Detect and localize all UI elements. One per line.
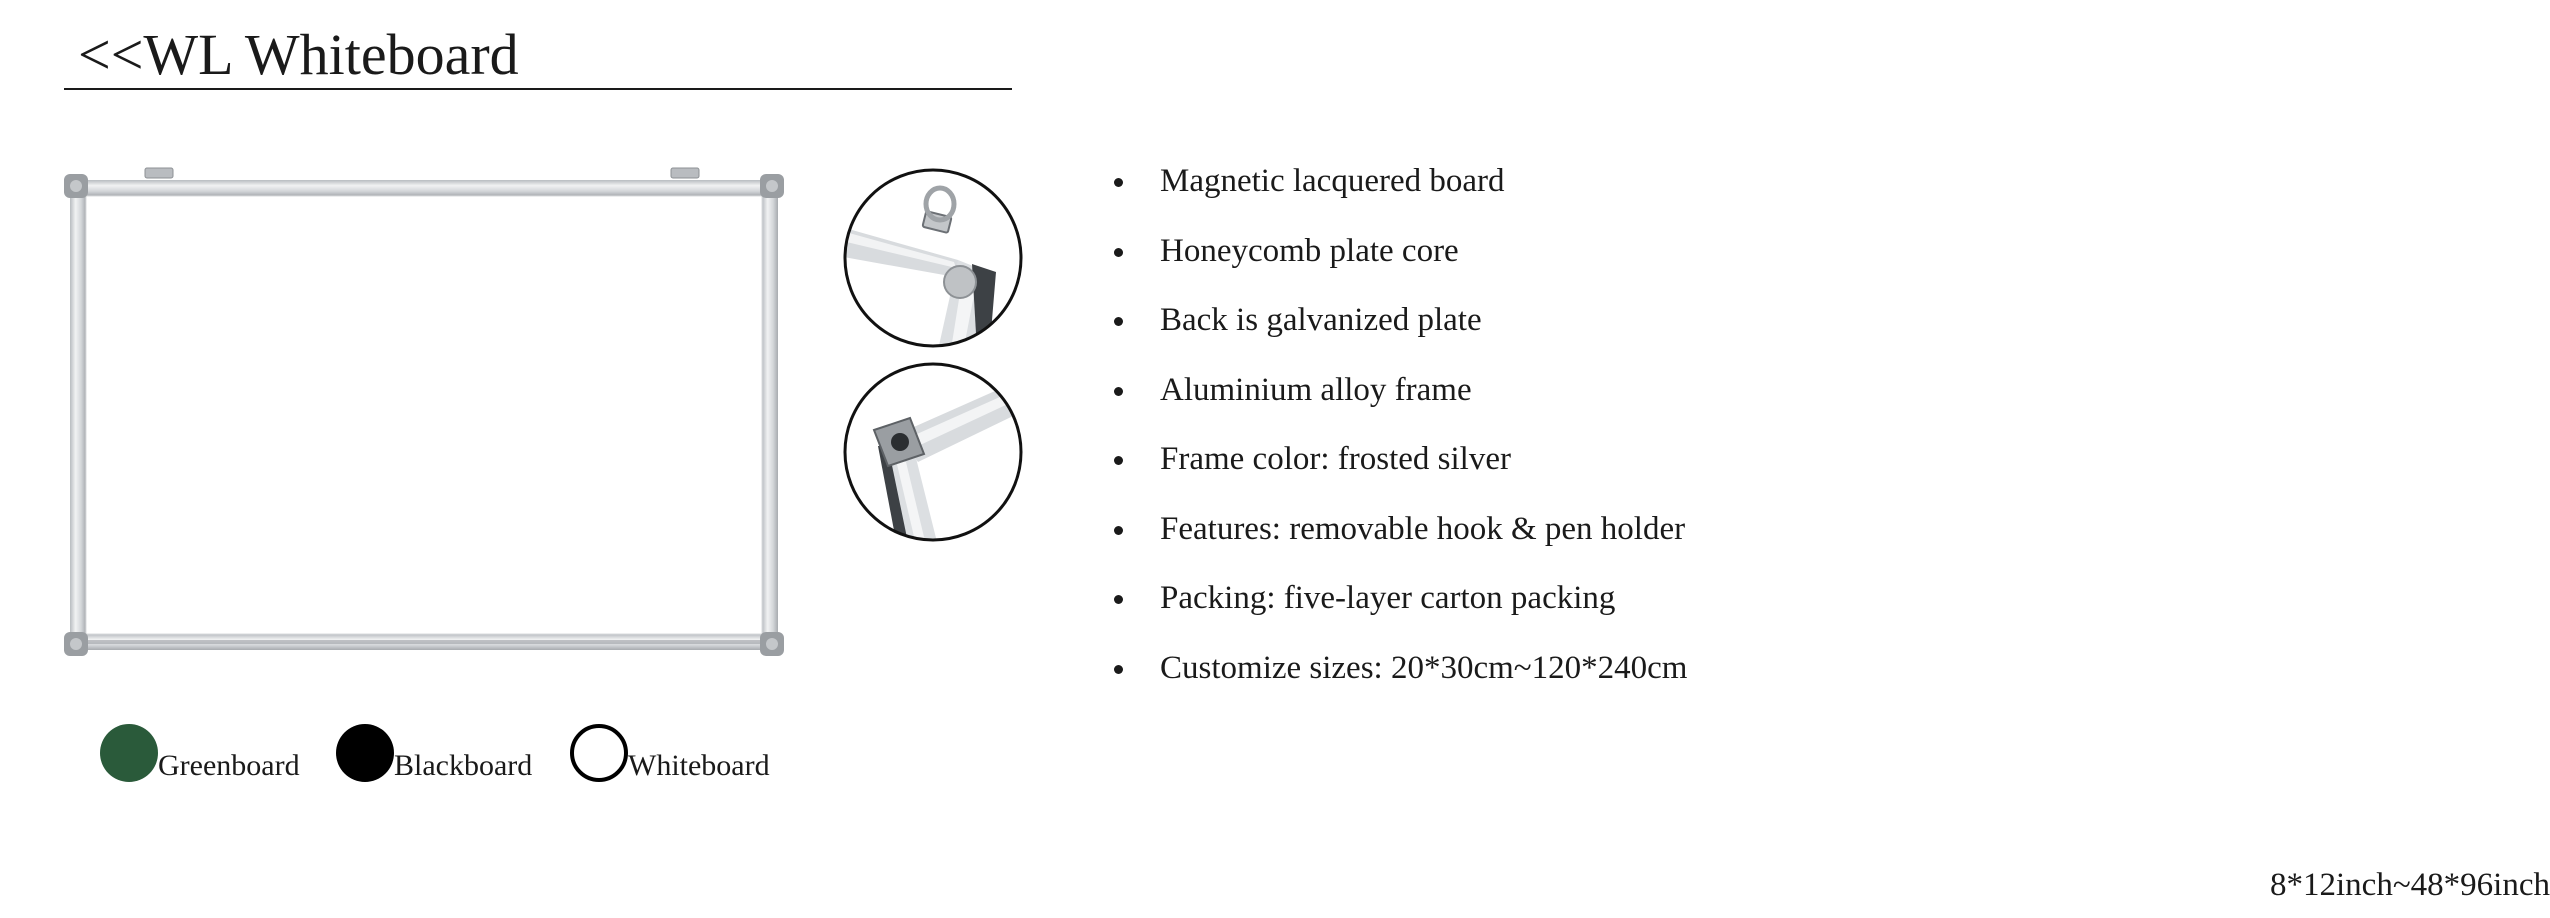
feature-item [1110,218,1687,288]
pen-holder-corner-illustration [838,362,1028,542]
feature-text: Magnetic lacquered board [1160,163,1505,199]
feature-text: Aluminium alloy frame [1160,371,1472,408]
feature-item [1110,565,1687,635]
greenboard-color-dot [100,724,158,782]
bullet-icon [1114,665,1123,674]
feature-text: Customize sizes: 20*30cm~120*240cm [1160,649,1688,686]
feature-text: Packing: five-layer carton packing [1160,580,1616,616]
feature-text: Frame color: frosted silver [1160,441,1511,477]
feature-item [1110,635,1687,705]
feature-item [1110,426,1687,496]
blackboard-color-dot [336,724,394,782]
bullet-icon [1114,248,1123,257]
pen-tray [86,640,762,644]
page-title: <<WL Whiteboard [78,22,519,87]
bullet-icon [1114,595,1123,604]
feature-size-continuation: 8*12inch~48*96inch [2270,867,2550,903]
bullet-icon [1114,178,1123,187]
feature-item [1110,148,1687,218]
whiteboard-illustration [60,168,786,666]
feature-text: Back is galvanized plate [1160,302,1482,338]
feature-item [1110,287,1687,357]
pen-holder-corner-detail-image [838,362,1028,542]
hook-left [145,168,173,178]
bullet-icon [1114,456,1123,465]
feature-list [1110,148,1687,704]
feature-item [1110,496,1687,566]
writing-surface [86,196,762,634]
whiteboard-product-image [60,168,786,666]
hook-right [671,168,699,178]
bullet-icon [1114,387,1123,396]
whiteboard-color-dot [570,724,628,782]
frame-right [762,180,778,650]
feature-text: Features: removable hook & pen holder [1160,510,1686,547]
hook-corner-illustration [838,168,1028,348]
title-underline [64,88,1012,90]
bullet-icon [1114,317,1123,326]
feature-item [1110,357,1687,427]
frame-top [70,180,778,196]
hook-corner-detail-image [838,168,1028,348]
whiteboard-label: Whiteboard [628,749,770,782]
frame-left [70,180,86,650]
blackboard-label: Blackboard [394,749,533,782]
feature-text: Honeycomb plate core [1160,232,1459,269]
bullet-icon [1114,526,1123,535]
greenboard-label: Greenboard [158,749,300,782]
